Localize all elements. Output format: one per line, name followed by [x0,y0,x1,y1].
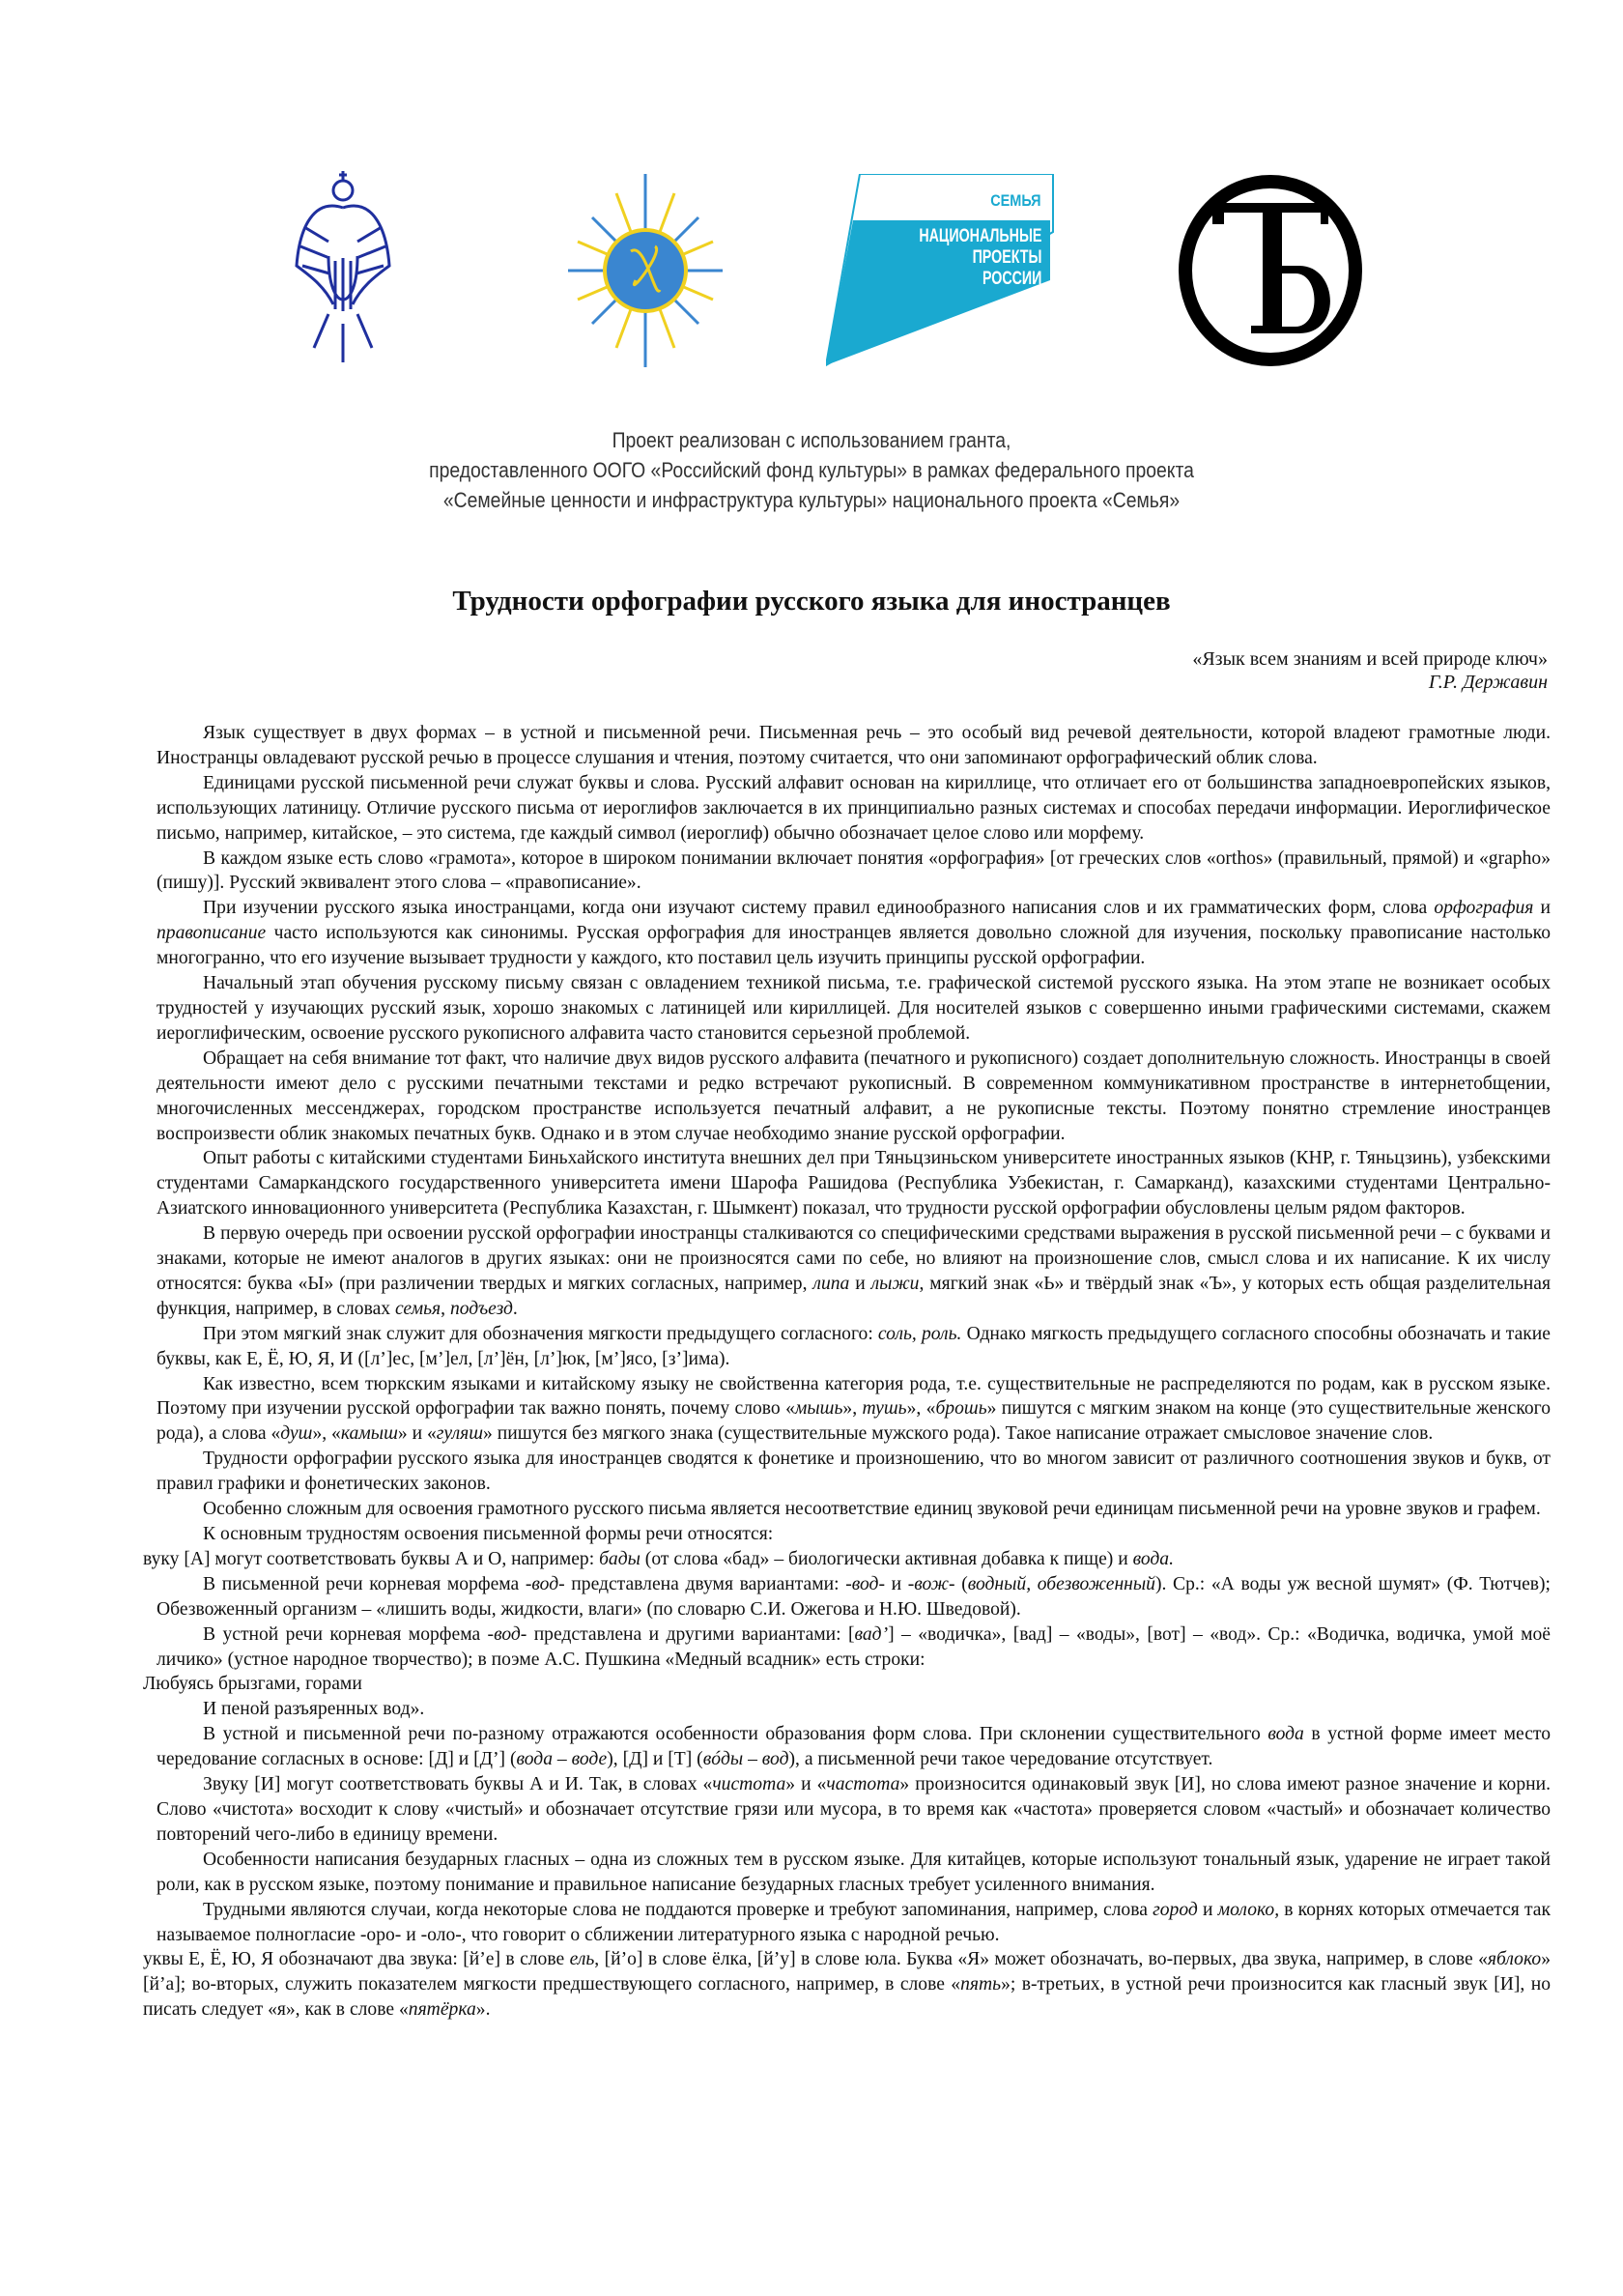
text-run: » произносится одинаковый звук [И], но слова имеют разное значение и корни. Слово «чистота» восходит к слову «чистый» и обозначает отсутствие грязи или мусора, в то время как «частота» проверяется словом «частый» и обозначает количество повторений чего-либо в единицу времени. [157,1774,1551,1845]
np-line: ПРОЕКТЫ [972,247,1041,268]
text-run: , [й’о] в слове ёлка, [й’у] в слове юла. Буква «Я» может обозначать, во-первых, два звука, например, в слове « [594,1949,1488,1970]
paragraph [143,1547,1551,1572]
text-run: - ( [949,1573,968,1594]
text-run: Особенности написания безударных гласных – одна из сложных тем в русском языке. Для китайцев, которые используют тональный язык, ударение не играет такой роли, как в русском языке, поэтому понимание и правильное написание безударных гласных требует усиленного внимания. [157,1849,1551,1895]
italic-term: вода. [1132,1548,1174,1569]
text-run: уквы Е, Ё, Ю, Я обозначают два звука: [й’е] в слове [143,1949,570,1970]
italic-term: вад’ [854,1623,889,1645]
grant-line: предоставленного ООГО «Российский фонд культуры» в рамках федерального проекта [429,458,1194,482]
paragraph [143,1672,1551,1697]
text-run: » пишутся с мягким знаком на конце (это существительные женского рода), а слова « [157,1398,1552,1445]
text-run: » и « [785,1774,827,1795]
italic-term: ель [569,1949,595,1970]
italic-term: яблоко [1487,1949,1542,1970]
paragraph [157,1221,1551,1322]
italic-term: вож [914,1573,950,1594]
article-body [143,721,1552,2023]
paragraph [157,1898,1551,1948]
text-run: Единицами русской письменной речи служат буквы и слова. Русский алфавит основан на кириллице, что отличает его от большинства западноевропейских языков, использующих латиницу. Отличие русского письма от иероглифов заключается в их принципиально разных системах и способах передачи информации. Иероглифическое письмо, например, китайское, – это система, где каждый символ (иероглиф) обычно обозначает целое слово или морфему. [157,772,1551,844]
italic-term: вода – воде [516,1749,608,1770]
paragraph [157,1848,1551,1898]
text-run: Язык существует в двух формах – в устной и письменной речи. Письменная речь – это особый вид речевой деятельности, которой владеют грамотные люди. Иностранцы овладевают русской речью в процессе слушания и чтения, поэтому считается, что они запоминают орфографический облик слова. [157,723,1551,768]
paragraph [157,1047,1551,1147]
np-top-label: СЕМЬЯ [990,191,1041,210]
text-run: . [512,1298,518,1319]
italic-term: частота [826,1774,900,1795]
text-run: Трудными являются случаи, когда некоторые слова не поддаются проверке и требуют запоминания, например, слова [203,1899,1153,1920]
logo-row [0,164,1623,377]
paragraph [157,1722,1551,1772]
italic-term: подъезд [449,1298,513,1319]
text-run: Опыт работы с китайскими студентами Биньхайского института внешних дел при Тяньцзиньском университете иностранных языков (КНР, г. Тяньцзинь), узбекскими студентами Самаркандского государственного университета имени Шарофа Рашидова (Республика Узбекистан, г. Самарканд), казахскими студентами Центрально-Азиатского инновационного университета (Республика Казахстан, г. Шымкент) показал, что трудности русской орфографии обусловлены целым рядом факторов. [157,1148,1551,1220]
italic-term: город [1153,1899,1198,1920]
italic-term: водный, обезвоженный [967,1573,1155,1594]
np-line: РОССИИ [982,269,1041,289]
text-run: », [842,1398,863,1420]
text-run: Начальный этап обучения русскому письму связан с овладением техникой письма, т.е. графической системой русского языка. На этом этапе не возникает особых трудностей у изучающих русский язык, хорошо знакомых с латиницей или кириллицей. Для носителей языков с совершенно иными графическими системами, скажем иероглифическим, освоение русского рукописного алфавита часто становится серьезной проблемой. [157,973,1551,1044]
italic-term: мышь [794,1398,843,1420]
text-run: » и « [397,1423,437,1445]
paragraph [157,771,1551,847]
text-run: В устной и письменной речи по-разному отражаются особенности образования форм слова. При склонении существительного [203,1724,1268,1745]
italic-term: орфография [1434,898,1534,919]
text-run: и [1197,1899,1218,1920]
fund-star-logo [568,174,723,367]
text-run: В письменной речи корневая морфема - [203,1573,532,1594]
italic-term: пятёрка [408,1999,476,2021]
text-run: ). Ср.: «А воды уж весной шумят» (Ф. Тютчев); Обезвоженный организм – «лишить воды, жидкости, влаги» (по словарю С.И. Ожегова и Н.Ю. Шведовой). [157,1573,1551,1620]
paragraph [157,721,1551,771]
paragraph [157,971,1551,1047]
text-run: », « [906,1398,936,1420]
italic-term: вод [494,1623,521,1645]
italic-term: семья [394,1298,441,1319]
text-run: - и - [878,1573,915,1594]
italic-term: правописание [157,923,267,944]
text-run: и [1533,898,1552,919]
text-run: К основным трудностям освоения письменной формы речи относятся: [203,1524,774,1544]
italic-term: вод [851,1573,879,1594]
text-run: в корнях которых отмечается так называемое полногласие -оро- и -оло-, что говорит о сближении литературного языка с народной речью. [157,1899,1551,1945]
text-run: »; в-третьих, в устной речи произносится как гласный звук [И], но писать следует «я», как в слове « [143,1974,1551,2021]
text-run: В первую очередь при освоении русской орфографии иностранцы сталкиваются со специфическими средствами выражения в русской письменной речи – с буквами и знаками, которые не имеют аналогов в других языках: они не произносятся сами по себе, но влияют на произношение слов, смысл слова и их написание. К их числу относятся: буква «Ы» (при различении твердых и мягких согласных, например, [157,1223,1551,1294]
italic-term: соль, роль. [877,1323,962,1344]
text-run: Особенно сложным для освоения грамотного русского письма является несоответствие единиц звуковой речи единицам письменной речи на уровне звуков и графем. [203,1499,1541,1520]
text-run: При этом мягкий знак служит для обозначения мягкости предыдущего согласного: [203,1323,878,1344]
text-run: Трудности орфографии русского языка для иностранцев сводятся к фонетике и произношению, что во многом зависит от различного соотношения звуков и букв, от правил графики и фонетических законов. [157,1449,1551,1495]
paragraph [143,1947,1551,2023]
grant-line: Проект реализован с использованием гранта, [612,428,1011,452]
italic-term: пять [960,1974,1002,1995]
italic-term: вóды – вод [702,1749,789,1770]
italic-term: душ [280,1423,313,1445]
paragraph [157,896,1551,971]
national-projects-logo [826,174,1063,367]
text-run: ), а письменной речи такое чередование отсутствует. [788,1749,1213,1770]
text-run: , [441,1298,450,1319]
epigraph-quote: «Язык всем знаниям и всей природе ключ» [1192,648,1548,670]
italic-term: лыжи [870,1273,920,1294]
italic-term: молоко, [1217,1899,1280,1920]
grant-line: «Семейные ценности и инфраструктура культуры» национального проекта «Семья» [442,488,1181,512]
article-title: Трудности орфографии русского языка для иностранцев [452,586,1171,617]
text-run: Любуясь брызгами, горами [143,1674,362,1695]
text-run: и [849,1273,871,1294]
text-run: В каждом языке есть слово «грамота», которое в широком понимании включает понятия «орфография» [от греческих слов «orthos» (правильный, прямой) и «grapho» (пишу)]. Русский эквивалент этого слова – «правописание». [157,847,1551,894]
paragraph [157,1622,1551,1673]
text-run: (от слова «бад» – биологически активная добавка к пище) и [640,1548,1133,1569]
paragraph [157,1772,1551,1848]
text-run: Однако мягкость предыдущего согласного способны обозначать и такие буквы, как Е, Ё, Ю, Я, И ([л’]ес, [м’]ел, [л’]ён, [л’]юк, [м’]ясо, [з’]има). [157,1323,1551,1369]
paragraph [157,1146,1551,1221]
text-run: вуку [А] могут соответствовать буквы А и О, например: [143,1548,600,1569]
text-run: В устной речи корневая морфема - [203,1623,495,1645]
paragraph [157,1572,1551,1622]
italic-term: вод [531,1573,559,1594]
paragraph [157,1697,1551,1722]
text-run: часто используются как синонимы. Русская орфография для иностранцев является довольно сложной для изучения, поскольку правописание настолько многогранно, что его изучение вызывает трудности у каждого, кто поставил цель изучить принципы русской орфографии. [157,923,1551,969]
italic-term: бады [599,1548,641,1569]
italic-term: гуляш [436,1423,484,1445]
text-run: , мягкий знак «Ь» и твёрдый знак «Ъ», у которых есть общая разделительная функция, например, в словах [157,1273,1551,1319]
paragraph [157,1447,1551,1497]
text-run: в устной форме имеет место чередование согласных в основе: [Д] и [Д’] ( [157,1724,1551,1770]
text-run: » [й’а]; во-вторых, служить показателем мягкости предшествующего согласного, например, в слове « [143,1949,1551,1995]
italic-term: брошь [935,1398,987,1420]
text-run: - представлена двумя вариантами: - [558,1573,852,1594]
ot-logo [1174,174,1367,367]
paragraph [157,1497,1551,1522]
epigraph-author: Г.Р. Державин [1428,672,1548,693]
text-run: Как известно, всем тюркским языками и китайскому языку не свойственна категория рода, т.е. существительные не распределяются по родам, как в русском языке. Поэтому при изучении русской орфографии так важно понять, почему слово « [157,1373,1551,1420]
text-run: » пишутся без мягкого знака (существительные мужского рода). Такое написание отражает смысловое значение слов. [483,1423,1434,1445]
text-run: Обращает на себя внимание тот факт, что наличие двух видов русского алфавита (печатного и рукописного) создает дополнительную сложность. Иностранцы в своей деятельности имеют дело с русскими печатными текстами и редко встречают рукописный. В современном коммуникативном пространстве в интернетобщении, многочисленных мессенджерах, городском пространстве используется печатный алфавит, а не рукописные тексты. Поэтому понятно стремление иностранцев воспроизвести облик знакомых печатных букв. Однако и в этом случае необходимо знание русской орфографии. [157,1048,1551,1144]
text-run: ), [Д] и [Т] ( [607,1749,703,1770]
text-run: Звуку [И] могут соответствовать буквы А и И. Так, в словах « [203,1774,713,1795]
ministry-emblem-logo [295,169,391,367]
italic-term: вода [1267,1724,1304,1745]
np-line: НАЦИОНАЛЬНЫЕ [918,226,1041,246]
text-run: ] – «водичка», [вад] – «воды», [вот] – «вод». Ср.: «Водичка, водичка, умой моё личико» (устное народное творчество); в поэме А.С. Пушкина «Медный всадник» есть строки: [157,1623,1551,1670]
text-run: ». [475,1999,491,2021]
text-run: И пеной разъяренных вод». [203,1699,425,1720]
text-run: », « [312,1423,341,1445]
text-run: - представлена и другими вариантами: [ [520,1623,855,1645]
paragraph [157,847,1551,897]
italic-term: чистота [712,1774,786,1795]
text-run: При изучении русского языка иностранцами, когда они изучают систему правил единообразного написания слов и их грамматических форм, слова [203,898,1435,919]
epigraph [1192,647,1548,694]
paragraph [157,1522,1551,1547]
italic-term: камыш [340,1423,398,1445]
paragraph [157,1322,1551,1372]
paragraph [157,1372,1551,1448]
italic-term: липа [812,1273,850,1294]
grant-notice [114,425,1510,515]
italic-term: тушь [862,1398,907,1420]
